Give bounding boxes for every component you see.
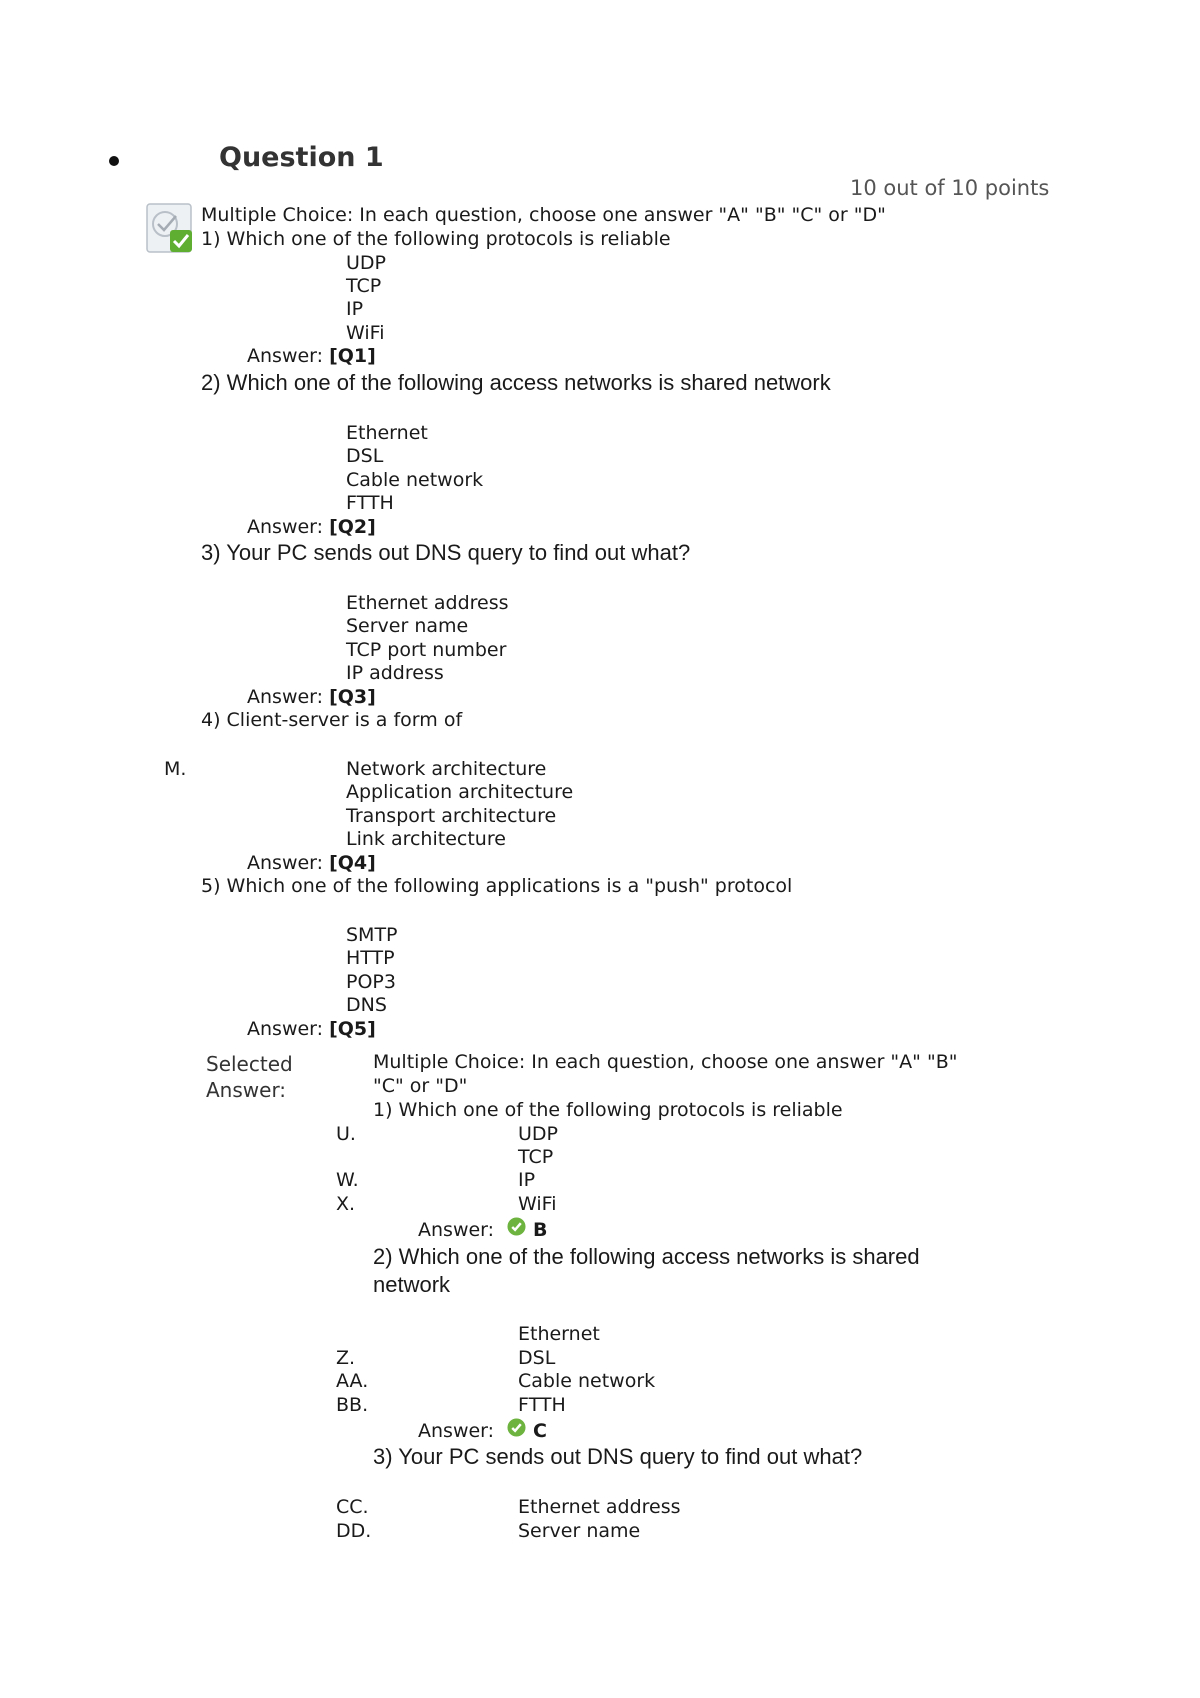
- question-2-text: 2) Which one of the following access networks is shared network: [201, 370, 831, 395]
- question-title: Question 1: [219, 142, 384, 173]
- question-text-line: network: [373, 1272, 451, 1297]
- option-network-architecture: Network architecture: [346, 758, 547, 780]
- selected-option-ip: IP: [518, 1169, 536, 1191]
- selected-option-server-name: Server name: [518, 1520, 641, 1542]
- option-marker: X.: [336, 1193, 356, 1215]
- correct-check-icon: [507, 1418, 526, 1437]
- option-marker: AA.: [336, 1370, 369, 1392]
- option-tcp-port-number: TCP port number: [346, 639, 507, 661]
- answer-label: Answer:: [247, 686, 324, 708]
- answer-line-4: [247, 851, 376, 875]
- answer-label: Answer:: [247, 345, 324, 367]
- answer-line-3: [247, 685, 376, 709]
- option-marker: DD.: [336, 1520, 372, 1542]
- selected-instructions-line: Multiple Choice: In each question, choose one answer "A" "B": [373, 1051, 958, 1073]
- option-marker: M.: [164, 758, 187, 780]
- option-wifi: WiFi: [346, 322, 385, 344]
- option-ethernet-address: Ethernet address: [346, 592, 509, 614]
- answer-label: Answer:: [247, 1018, 324, 1040]
- option-udp: UDP: [346, 252, 386, 274]
- selected-option-ftth: FTTH: [518, 1394, 566, 1416]
- selected-answer-value: B: [533, 1219, 548, 1241]
- option-ip-address: IP address: [346, 662, 444, 684]
- selected-option-wifi: WiFi: [518, 1193, 557, 1215]
- option-http: HTTP: [346, 947, 395, 969]
- option-link-architecture: Link architecture: [346, 828, 506, 850]
- selected-option-dsl: DSL: [518, 1347, 556, 1369]
- selected-answer-value: C: [533, 1420, 547, 1442]
- answer-line-1: [247, 344, 376, 368]
- question-4-text: 4) Client-server is a form of: [201, 709, 463, 731]
- question-5-text: 5) Which one of the following applications is a "push" protocol: [201, 875, 793, 897]
- option-dns: DNS: [346, 994, 387, 1016]
- answer-value: [Q2]: [329, 516, 376, 538]
- answer-line-2: [247, 515, 376, 539]
- option-marker: W.: [336, 1169, 359, 1191]
- option-marker: U.: [336, 1123, 356, 1145]
- option-server-name: Server name: [346, 615, 469, 637]
- answer-value: [Q3]: [329, 686, 376, 708]
- selected-option-ethernet-address: Ethernet address: [518, 1496, 681, 1518]
- grade-check-icon: [146, 203, 198, 255]
- option-cable-network: Cable network: [346, 469, 484, 491]
- selected-option-cable-network: Cable network: [518, 1370, 656, 1392]
- selected-label-line: Selected: [206, 1052, 293, 1076]
- selected-question-3-text: 3) Your PC sends out DNS query to find out what?: [373, 1444, 863, 1469]
- answer-line-5: [247, 1017, 376, 1041]
- selected-answer-line-1: [418, 1218, 494, 1242]
- question-points: 10 out of 10 points: [850, 176, 1050, 200]
- question-1-text: 1) Which one of the following protocols is reliable: [201, 228, 671, 250]
- selected-option-tcp: TCP: [518, 1146, 554, 1168]
- answer-label: Answer:: [247, 516, 324, 538]
- selected-instructions: [373, 1050, 957, 1098]
- answer-value: [Q1]: [329, 345, 376, 367]
- selected-question-1-text: 1) Which one of the following protocols is reliable: [373, 1099, 843, 1121]
- option-marker: Z.: [336, 1347, 356, 1369]
- question-text-line: 2) Which one of the following access networks is shared: [373, 1244, 920, 1269]
- option-ethernet: Ethernet: [346, 422, 428, 444]
- list-bullet: [109, 156, 119, 166]
- question-3-text: 3) Your PC sends out DNS query to find out what?: [201, 540, 691, 565]
- option-tcp: TCP: [346, 275, 382, 297]
- correct-check-icon: [507, 1217, 526, 1236]
- answer-label: Answer:: [418, 1420, 495, 1442]
- selected-option-udp: UDP: [518, 1123, 558, 1145]
- answer-value: [Q4]: [329, 852, 376, 874]
- answer-label: Answer:: [247, 852, 324, 874]
- option-ftth: FTTH: [346, 492, 394, 514]
- option-marker: CC.: [336, 1496, 369, 1518]
- answer-value: [Q5]: [329, 1018, 376, 1040]
- answer-label: Answer:: [418, 1219, 495, 1241]
- option-marker: BB.: [336, 1394, 369, 1416]
- option-dsl: DSL: [346, 445, 384, 467]
- selected-question-2-text: [373, 1243, 920, 1299]
- instructions: Multiple Choice: In each question, choose one answer "A" "B" "C" or "D": [201, 204, 886, 226]
- selected-answer-label: [206, 1051, 293, 1103]
- option-smtp: SMTP: [346, 924, 398, 946]
- option-ip: IP: [346, 298, 364, 320]
- option-application-architecture: Application architecture: [346, 781, 574, 803]
- selected-label-line: Answer:: [206, 1078, 287, 1102]
- option-transport-architecture: Transport architecture: [346, 805, 557, 827]
- selected-option-ethernet: Ethernet: [518, 1323, 600, 1345]
- option-pop3: POP3: [346, 971, 396, 993]
- selected-answer-line-2: [418, 1419, 494, 1443]
- selected-instructions-line: "C" or "D": [373, 1075, 468, 1097]
